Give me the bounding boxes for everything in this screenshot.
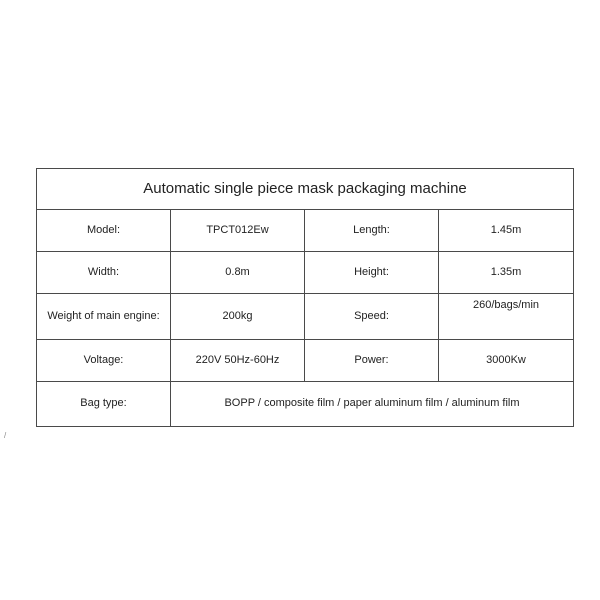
voltage-label: Voltage: (37, 340, 171, 382)
stray-mark: / (4, 431, 7, 440)
title-row (37, 169, 574, 210)
table-row (37, 294, 574, 340)
table-row (37, 382, 574, 427)
length-label: Length: (305, 210, 439, 252)
power-label: Power: (305, 340, 439, 382)
table-title: Automatic single piece mask packaging machine (37, 169, 574, 210)
model-label: Model: (37, 210, 171, 252)
width-value: 0.8m (171, 252, 305, 294)
table-row (37, 340, 574, 382)
weight-label: Weight of main engine: (37, 294, 171, 340)
table-row (37, 252, 574, 294)
width-label: Width: (37, 252, 171, 294)
speed-value: 260/bags/min (439, 294, 574, 340)
bag-type-label: Bag type: (37, 382, 171, 427)
length-value: 1.45m (439, 210, 574, 252)
spec-table (36, 168, 574, 427)
model-value: TPCT012Ew (171, 210, 305, 252)
speed-label: Speed: (305, 294, 439, 340)
bag-type-value: BOPP / composite film / paper aluminum film / aluminum film (171, 382, 574, 427)
power-value: 3000Kw (439, 340, 574, 382)
weight-value: 200kg (171, 294, 305, 340)
table-row (37, 210, 574, 252)
height-value: 1.35m (439, 252, 574, 294)
voltage-value: 220V 50Hz-60Hz (171, 340, 305, 382)
height-label: Height: (305, 252, 439, 294)
